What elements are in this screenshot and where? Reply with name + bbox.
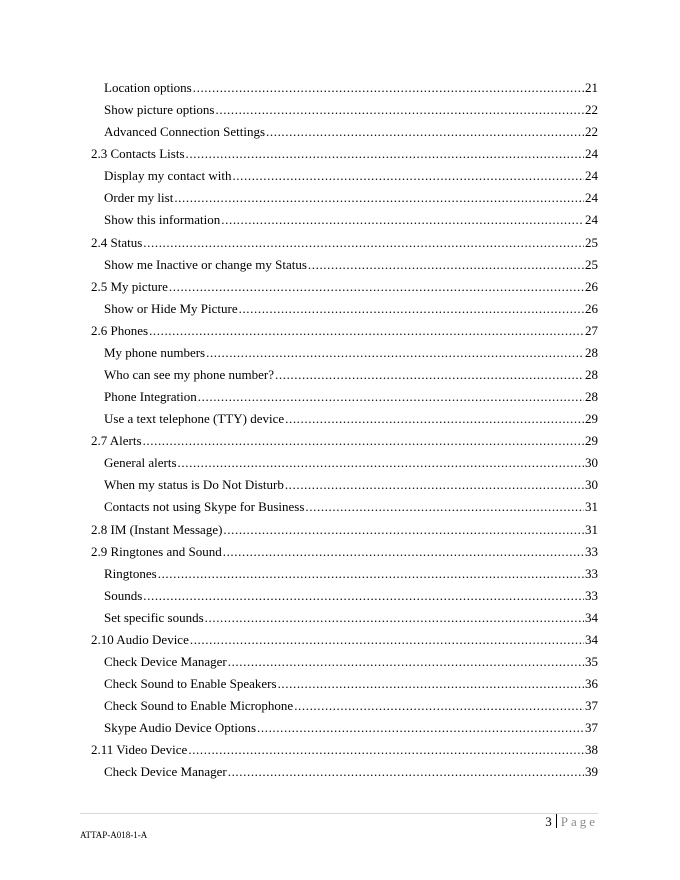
- toc-section-entry[interactable]: [0, 541, 680, 563]
- toc-dot-leader: [206, 342, 584, 364]
- toc-dot-leader: [143, 232, 584, 254]
- toc-section-entry[interactable]: [0, 519, 680, 541]
- toc-section-entry[interactable]: [0, 276, 680, 298]
- toc-subsection-entry[interactable]: [0, 585, 680, 607]
- toc-subsection-entry[interactable]: [0, 386, 680, 408]
- toc-entry-title: Show me Inactive or change my Status: [104, 256, 307, 272]
- toc-section-entry[interactable]: [0, 430, 680, 452]
- toc-entry-page: 30: [585, 477, 598, 493]
- toc-entry-page: 39: [585, 764, 598, 780]
- toc-subsection-entry[interactable]: [0, 342, 680, 364]
- toc-dot-leader: [266, 121, 584, 143]
- toc-dot-leader: [285, 408, 584, 430]
- toc-entry-title: 2.3 Contacts Lists: [91, 146, 185, 162]
- toc-entry-title: Show or Hide My Picture: [104, 300, 238, 316]
- toc-subsection-entry[interactable]: [0, 77, 680, 99]
- toc-entry-page: 29: [585, 433, 598, 449]
- table-of-contents: [0, 77, 680, 784]
- toc-subsection-entry[interactable]: [0, 209, 680, 231]
- toc-entry-title: Ringtones: [104, 565, 157, 581]
- toc-section-entry[interactable]: [0, 143, 680, 165]
- toc-dot-leader: [221, 209, 584, 231]
- toc-dot-leader: [232, 165, 584, 187]
- toc-dot-leader: [174, 187, 584, 209]
- toc-dot-leader: [143, 585, 584, 607]
- toc-entry-title: Check Sound to Enable Speakers: [104, 676, 277, 692]
- page-word: Page: [560, 814, 598, 829]
- page-footer-label: [545, 813, 598, 831]
- toc-subsection-entry[interactable]: [0, 452, 680, 474]
- toc-dot-leader: [178, 452, 584, 474]
- toc-dot-leader: [308, 254, 584, 276]
- toc-dot-leader: [205, 607, 584, 629]
- toc-dot-leader: [239, 298, 584, 320]
- toc-dot-leader: [223, 519, 584, 541]
- toc-entry-title: My phone numbers: [104, 344, 206, 360]
- toc-entry-page: 24: [585, 146, 598, 162]
- toc-entry-title: 2.8 IM (Instant Message): [91, 521, 223, 537]
- toc-entry-page: 28: [585, 367, 598, 383]
- toc-entry-page: 31: [585, 499, 598, 515]
- toc-entry-title: Who can see my phone number?: [104, 367, 275, 383]
- toc-subsection-entry[interactable]: [0, 496, 680, 518]
- toc-entry-page: 38: [585, 742, 598, 758]
- toc-entry-title: Phone Integration: [104, 389, 197, 405]
- toc-entry-title: When my status is Do Not Disturb: [104, 477, 284, 493]
- toc-entry-page: 22: [585, 102, 598, 118]
- page-separator: [556, 814, 557, 828]
- toc-dot-leader: [294, 695, 584, 717]
- toc-dot-leader: [257, 717, 584, 739]
- toc-dot-leader: [275, 364, 584, 386]
- toc-dot-leader: [285, 474, 584, 496]
- toc-entry-title: 2.5 My picture: [91, 278, 168, 294]
- toc-section-entry[interactable]: [0, 232, 680, 254]
- toc-subsection-entry[interactable]: [0, 364, 680, 386]
- toc-entry-title: 2.10 Audio Device: [91, 631, 189, 647]
- toc-entry-page: 33: [585, 543, 598, 559]
- toc-entry-title: Location options: [104, 80, 192, 95]
- toc-entry-title: Check Sound to Enable Microphone: [104, 698, 294, 714]
- toc-entry-page: 24: [585, 212, 598, 228]
- toc-subsection-entry[interactable]: [0, 121, 680, 143]
- toc-subsection-entry[interactable]: [0, 563, 680, 585]
- toc-entry-page: 34: [585, 609, 598, 625]
- toc-entry-page: 31: [585, 521, 598, 537]
- toc-entry-page: 26: [585, 300, 598, 316]
- toc-entry-title: Set specific sounds: [104, 609, 204, 625]
- toc-entry-page: 24: [585, 168, 598, 184]
- toc-entry-page: 21: [585, 80, 598, 95]
- toc-dot-leader: [169, 276, 584, 298]
- toc-entry-title: 2.4 Status: [91, 234, 143, 250]
- toc-dot-leader: [305, 496, 584, 518]
- toc-entry-page: 27: [585, 322, 598, 338]
- toc-dot-leader: [216, 99, 585, 121]
- toc-subsection-entry[interactable]: [0, 695, 680, 717]
- toc-subsection-entry[interactable]: [0, 408, 680, 430]
- page-number: 3: [545, 814, 552, 829]
- toc-dot-leader: [228, 761, 584, 783]
- toc-entry-page: 28: [585, 389, 598, 405]
- toc-dot-leader: [228, 651, 584, 673]
- toc-entry-page: 30: [585, 455, 598, 471]
- toc-dot-leader: [190, 629, 584, 651]
- toc-subsection-entry[interactable]: [0, 165, 680, 187]
- toc-entry-title: Check Device Manager: [104, 654, 227, 670]
- toc-entry-title: Use a text telephone (TTY) device: [104, 411, 285, 427]
- toc-entry-page: 36: [585, 676, 598, 692]
- toc-entry-page: 28: [585, 344, 598, 360]
- toc-entry-page: 37: [585, 698, 598, 714]
- toc-entry-title: 2.9 Ringtones and Sound: [91, 543, 222, 559]
- toc-entry-page: 29: [585, 411, 598, 427]
- toc-subsection-entry[interactable]: [0, 474, 680, 496]
- toc-dot-leader: [198, 386, 584, 408]
- toc-subsection-entry[interactable]: [0, 187, 680, 209]
- toc-entry-page: 33: [585, 565, 598, 581]
- toc-entry-title: Order my list: [104, 190, 174, 206]
- toc-entry-title: Skype Audio Device Options: [104, 720, 257, 736]
- toc-dot-leader: [186, 143, 584, 165]
- toc-subsection-entry[interactable]: [0, 651, 680, 673]
- toc-entry-page: 35: [585, 654, 598, 670]
- toc-section-entry[interactable]: [0, 739, 680, 761]
- toc-dot-leader: [188, 739, 584, 761]
- toc-subsection-entry[interactable]: [0, 607, 680, 629]
- toc-entry-title: Contacts not using Skype for Business: [104, 499, 305, 515]
- toc-subsection-entry[interactable]: [0, 761, 680, 783]
- toc-subsection-entry[interactable]: [0, 717, 680, 739]
- document-id: ATTAP-A018-1-A: [80, 830, 148, 840]
- toc-entry-page: 26: [585, 278, 598, 294]
- toc-dot-leader: [223, 541, 584, 563]
- toc-subsection-entry[interactable]: [0, 99, 680, 121]
- toc-subsection-entry[interactable]: [0, 673, 680, 695]
- toc-entry-title: Display my contact with: [104, 168, 232, 184]
- footer-divider: [80, 813, 598, 814]
- toc-entry-title: Show this information: [104, 212, 221, 228]
- toc-entry-title: Show picture options: [104, 102, 215, 118]
- toc-entry-title: 2.11 Video Device: [91, 742, 188, 758]
- toc-entry-title: Sounds: [104, 587, 143, 603]
- toc-entry-page: 24: [585, 190, 598, 206]
- toc-entry-page: 37: [585, 720, 598, 736]
- toc-entry-title: Check Device Manager: [104, 764, 227, 780]
- toc-entry-page: 33: [585, 587, 598, 603]
- toc-entry-title: General alerts: [104, 455, 177, 471]
- toc-dot-leader: [193, 77, 584, 99]
- toc-entry-title: Advanced Connection Settings: [104, 124, 266, 140]
- toc-dot-leader: [278, 673, 584, 695]
- toc-entry-page: 25: [585, 234, 598, 250]
- toc-dot-leader: [143, 430, 584, 452]
- toc-dot-leader: [158, 563, 584, 585]
- toc-section-entry[interactable]: [0, 320, 680, 342]
- toc-section-entry[interactable]: [0, 629, 680, 651]
- toc-entry-title: 2.6 Phones: [91, 322, 149, 338]
- toc-subsection-entry[interactable]: [0, 254, 680, 276]
- toc-subsection-entry[interactable]: [0, 298, 680, 320]
- toc-entry-page: 22: [585, 124, 598, 140]
- toc-entry-title: 2.7 Alerts: [91, 433, 142, 449]
- toc-entry-page: 34: [585, 631, 598, 647]
- toc-dot-leader: [149, 320, 584, 342]
- toc-entry-page: 25: [585, 256, 598, 272]
